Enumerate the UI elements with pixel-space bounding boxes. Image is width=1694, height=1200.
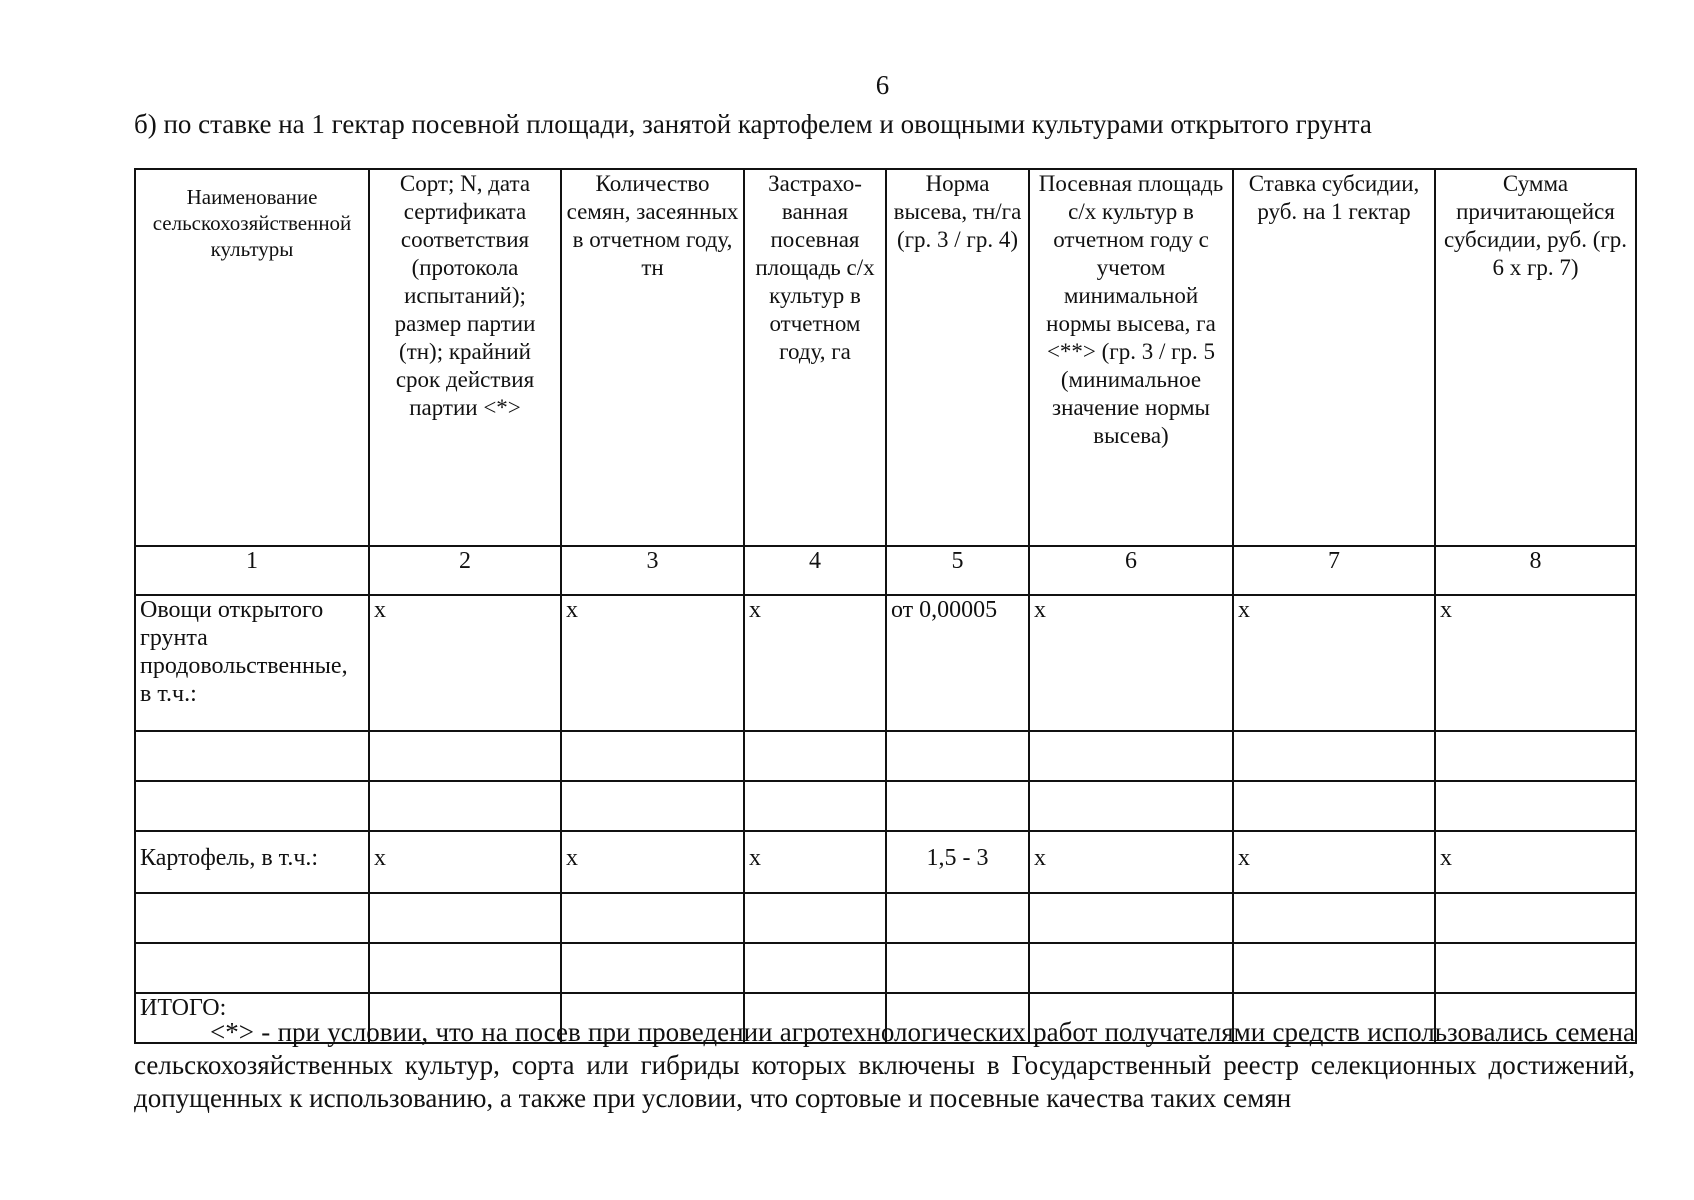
table-cell [135, 893, 369, 943]
table-cell [744, 781, 886, 831]
table-cell [744, 943, 886, 993]
table-cell [135, 781, 369, 831]
column-number: 8 [1435, 546, 1636, 595]
header-cell-1: Наименование сельскохозяйственной культуры [135, 169, 369, 546]
header-cell-7: Ставка субсидии, руб. на 1 гектар [1233, 169, 1435, 546]
table-cell [561, 731, 744, 781]
table-cell [744, 731, 886, 781]
table-cell [886, 943, 1029, 993]
table-cell [369, 943, 561, 993]
table-cell [1029, 781, 1233, 831]
column-number: 6 [1029, 546, 1233, 595]
table-row [135, 943, 1636, 993]
table-cell [135, 943, 369, 993]
column-number: 2 [369, 546, 561, 595]
table-cell: x [1029, 595, 1233, 731]
table-cell [1435, 893, 1636, 943]
table-cell [135, 731, 369, 781]
table-cell [561, 943, 744, 993]
table-cell [1435, 781, 1636, 831]
header-cell-2: Сорт; N, дата сертификата соответствия (протокола испытаний); размер партии (тн); крайний срок действия партии <*> [369, 169, 561, 546]
table-cell: Картофель, в т.ч.: [135, 831, 369, 893]
header-cell-4: Застрахо-ванная посевная площадь с/х культур в отчетном году, га [744, 169, 886, 546]
table-cell: x [561, 831, 744, 893]
table-cell [1233, 893, 1435, 943]
table-cell [886, 731, 1029, 781]
column-number: 1 [135, 546, 369, 595]
table-cell [1233, 781, 1435, 831]
column-number: 7 [1233, 546, 1435, 595]
table-cell [1233, 731, 1435, 781]
table-cell [1029, 893, 1233, 943]
table-cell [1435, 731, 1636, 781]
table-cell: ИТОГО: [135, 993, 369, 1043]
table-cell: x [1233, 595, 1435, 731]
table-row [135, 731, 1636, 781]
header-row [135, 169, 1636, 546]
header-cell-6: Посевная площадь с/х культур в отчетном году с учетом минимальной нормы высева, га <**> (гр. 3 / гр. 5 (минимальное значение нормы высева) [1029, 169, 1233, 546]
table-row [135, 781, 1636, 831]
table-cell [1029, 943, 1233, 993]
table-cell: x [1435, 595, 1636, 731]
table-cell [1029, 731, 1233, 781]
footnote: <*> - при условии, что на посев при проведении агротехнологических работ получателями средств использовались семена сельскохозяйственных культур, сорта или гибриды которых включены в Государственный реестр селекционных достижений, допущенных к использованию, а также при условии, что сортовые и посевные качества таких семян [134, 1017, 1635, 1113]
table-cell: Овощи открытого грунта продовольственные, в т.ч.: [135, 595, 369, 731]
table-cell: 1,5 - 3 [886, 831, 1029, 893]
table-cell [1233, 943, 1435, 993]
table-cell: x [1029, 831, 1233, 893]
table-cell: x [1233, 831, 1435, 893]
table-cell [886, 893, 1029, 943]
table-cell [369, 893, 561, 943]
table-cell [886, 781, 1029, 831]
subsidy-table [134, 168, 1637, 1044]
table-cell: x [561, 595, 744, 731]
table-cell: x [1435, 831, 1636, 893]
table-cell: от 0,00005 [886, 595, 1029, 731]
table-cell [561, 893, 744, 943]
table-cell: x [744, 595, 886, 731]
table-cell [369, 731, 561, 781]
table-row-vegetables [135, 595, 1636, 731]
column-number: 3 [561, 546, 744, 595]
table-cell [369, 781, 561, 831]
table-cell [744, 893, 886, 943]
column-number-row [135, 546, 1636, 595]
table-cell: x [369, 595, 561, 731]
table-row-potato [135, 831, 1636, 893]
table-cell [1435, 943, 1636, 993]
header-cell-5: Норма высева, тн/га (гр. 3 / гр. 4) [886, 169, 1029, 546]
header-cell-3: Количество семян, засеянных в отчетном году, тн [561, 169, 744, 546]
table-cell: x [744, 831, 886, 893]
column-number: 4 [744, 546, 886, 595]
header-cell-8: Сумма причитающейся субсидии, руб. (гр. 6 x гр. 7) [1435, 169, 1636, 546]
column-number: 5 [886, 546, 1029, 595]
page-number: 6 [875, 70, 890, 100]
section-title: б) по ставке на 1 гектар посевной площади, занятой картофелем и овощными культурами открытого грунта [134, 109, 1372, 139]
table-row [135, 893, 1636, 943]
table-cell: x [369, 831, 561, 893]
table-cell [561, 781, 744, 831]
